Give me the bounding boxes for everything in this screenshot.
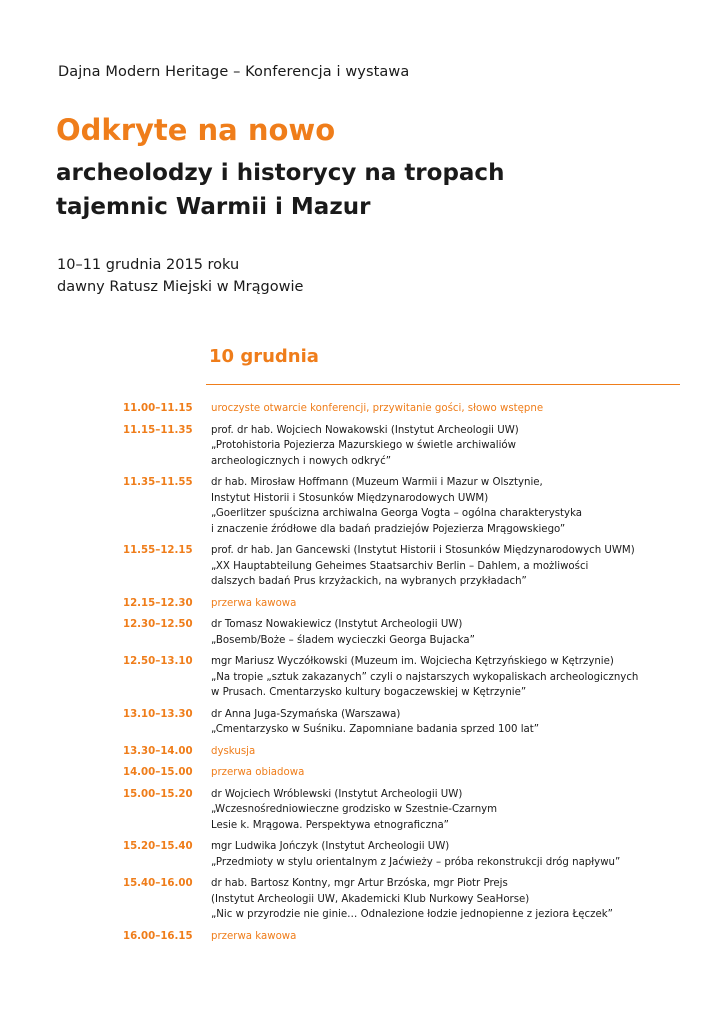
- schedule-line: „Wczesnośredniowieczne grodzisko w Szestnie-Czarnym: [211, 804, 498, 815]
- event-dates: 10–11 grudnia 2015 roku: [57, 257, 240, 273]
- schedule-line: „Bosemb/Boże – śladem wycieczki Georga Bujacka”: [211, 634, 475, 646]
- schedule-line: (Instytut Archeologii UW, Akademicki Klub Nurkowy SeaHorse): [211, 893, 530, 905]
- schedule-line: dyskusja: [211, 745, 256, 757]
- schedule-talk-row: [123, 423, 683, 470]
- schedule-break-row: [123, 744, 683, 760]
- schedule-line: dr hab. Bartosz Kontny, mgr Artur Brzóska, mgr Piotr Prejs: [211, 878, 508, 889]
- schedule-time: 16.00–16.15: [123, 930, 193, 942]
- schedule-line: Instytut Historii i Stosunków Międzynarodowych UWM): [211, 492, 489, 504]
- schedule-content: [211, 401, 683, 417]
- day-heading: 10 grudnia: [209, 346, 319, 367]
- schedule-break-row: [123, 765, 683, 781]
- event-info: [57, 254, 303, 298]
- schedule-line: Lesie k. Mrągowa. Perspektywa etnograficzna”: [211, 819, 449, 831]
- schedule-line: dalszych badań Prus krzyżackich, na wybranych przykładach”: [211, 576, 527, 587]
- schedule-time: 13.10–13.30: [123, 708, 193, 720]
- schedule-talk-row: [123, 839, 683, 870]
- schedule-talk-row: [123, 707, 683, 738]
- schedule-line: mgr Ludwika Jończyk (Instytut Archeologii UW): [211, 841, 450, 852]
- schedule-line: prof. dr hab. Jan Gancewski (Instytut Historii i Stosunków Międzynarodowych UWM): [211, 545, 635, 556]
- schedule-time: 13.30–14.00: [123, 745, 193, 757]
- schedule-line: przerwa kawowa: [211, 930, 297, 942]
- schedule-content: [211, 929, 683, 945]
- schedule-line: i znaczenie źródłowe dla badań pradziejów Pojezierza Mrągowskiego”: [211, 523, 566, 535]
- schedule-time: 15.20–15.40: [123, 841, 193, 852]
- schedule-line: „Goerlitzer spuścizna archiwalna Georga Vogta – ogólna charakterystyka: [211, 508, 583, 519]
- schedule-time: 14.00–15.00: [123, 767, 193, 778]
- schedule-time: 12.30–12.50: [123, 619, 193, 630]
- schedule-line: dr Wojciech Wróblewski (Instytut Archeologii UW): [211, 788, 463, 800]
- schedule-line: dr Tomasz Nowakiewicz (Instytut Archeologii UW): [211, 619, 463, 630]
- schedule-content: [211, 596, 683, 612]
- schedule-line: „XX Hauptabteilung Geheimes Staatsarchiv Berlin – Dahlem, a możliwości: [211, 560, 589, 572]
- schedule-break-row: [123, 929, 683, 945]
- schedule-line: prof. dr hab. Wojciech Nowakowski (Instytut Archeologii UW): [211, 424, 519, 436]
- schedule-content: [211, 543, 683, 590]
- schedule-content: [211, 654, 683, 701]
- schedule-content: [211, 787, 683, 834]
- schedule-line: dr Anna Juga-Szymańska (Warszawa): [211, 708, 401, 720]
- schedule-content: [211, 707, 683, 738]
- schedule-content: [211, 876, 683, 923]
- schedule-line: „Cmentarzysko w Suśniku. Zapomniane badania sprzed 100 lat”: [211, 724, 540, 735]
- page-subtitle: [56, 156, 504, 224]
- schedule-line: „Na tropie „sztuk zakazanych” czyli o najstarszych wykopaliskach archeologicznych: [211, 671, 639, 683]
- schedule-line: mgr Mariusz Wyczółkowski (Muzeum im. Wojciecha Kętrzyńskiego w Kętrzynie): [211, 656, 614, 667]
- schedule-time: 11.55–12.15: [123, 545, 193, 556]
- schedule-time: 11.00–11.15: [123, 403, 193, 414]
- schedule-time: 15.00–15.20: [123, 788, 193, 800]
- schedule-line: w Prusach. Cmentarzysko kultury bogaczewskiej w Kętrzynie”: [211, 687, 527, 698]
- schedule-talk-row: [123, 787, 683, 834]
- subtitle-line: archeolodzy i historycy na tropach: [56, 160, 505, 186]
- schedule-line: uroczyste otwarcie konferencji, przywitanie gości, słowo wstępne: [211, 403, 544, 414]
- schedule-line: przerwa obiadowa: [211, 767, 305, 778]
- page-title: Odkryte na nowo: [56, 113, 336, 147]
- schedule-talk-row: [123, 617, 683, 648]
- schedule-content: [211, 617, 683, 648]
- schedule-line: „Przedmioty w stylu orientalnym z Jaćwieży – próba rekonstrukcji dróg napływu”: [211, 856, 621, 868]
- event-venue: dawny Ratusz Miejski w Mrągowie: [57, 279, 304, 295]
- schedule-line: „Nic w przyrodzie nie ginie… Odnalezione łodzie jednopienne z jeziora Łęczek”: [211, 909, 613, 920]
- schedule-list: [123, 401, 683, 950]
- day-divider: [206, 384, 680, 385]
- schedule-time: 12.50–13.10: [123, 656, 193, 667]
- schedule-talk-row: [123, 475, 683, 537]
- schedule-line: archeologicznych i nowych odkryć”: [211, 455, 391, 467]
- schedule-talk-row: [123, 654, 683, 701]
- subtitle-line: tajemnic Warmii i Mazur: [56, 194, 371, 220]
- schedule-talk-row: [123, 876, 683, 923]
- schedule-time: 12.15–12.30: [123, 597, 193, 609]
- schedule-content: [211, 423, 683, 470]
- schedule-time: 11.15–11.35: [123, 424, 193, 436]
- conference-series: Dajna Modern Heritage – Konferencja i wystawa: [58, 64, 410, 80]
- schedule-line: „Protohistoria Pojezierza Mazurskiego w świetle archiwaliów: [211, 440, 517, 451]
- schedule-break-row: [123, 401, 683, 417]
- schedule-content: [211, 475, 683, 537]
- schedule-line: dr hab. Mirosław Hoffmann (Muzeum Warmii i Mazur w Olsztynie,: [211, 477, 543, 488]
- schedule-talk-row: [123, 543, 683, 590]
- schedule-break-row: [123, 596, 683, 612]
- schedule-time: 11.35–11.55: [123, 477, 193, 488]
- schedule-content: [211, 744, 683, 760]
- schedule-time: 15.40–16.00: [123, 878, 193, 889]
- schedule-content: [211, 839, 683, 870]
- schedule-content: [211, 765, 683, 781]
- schedule-line: przerwa kawowa: [211, 597, 297, 609]
